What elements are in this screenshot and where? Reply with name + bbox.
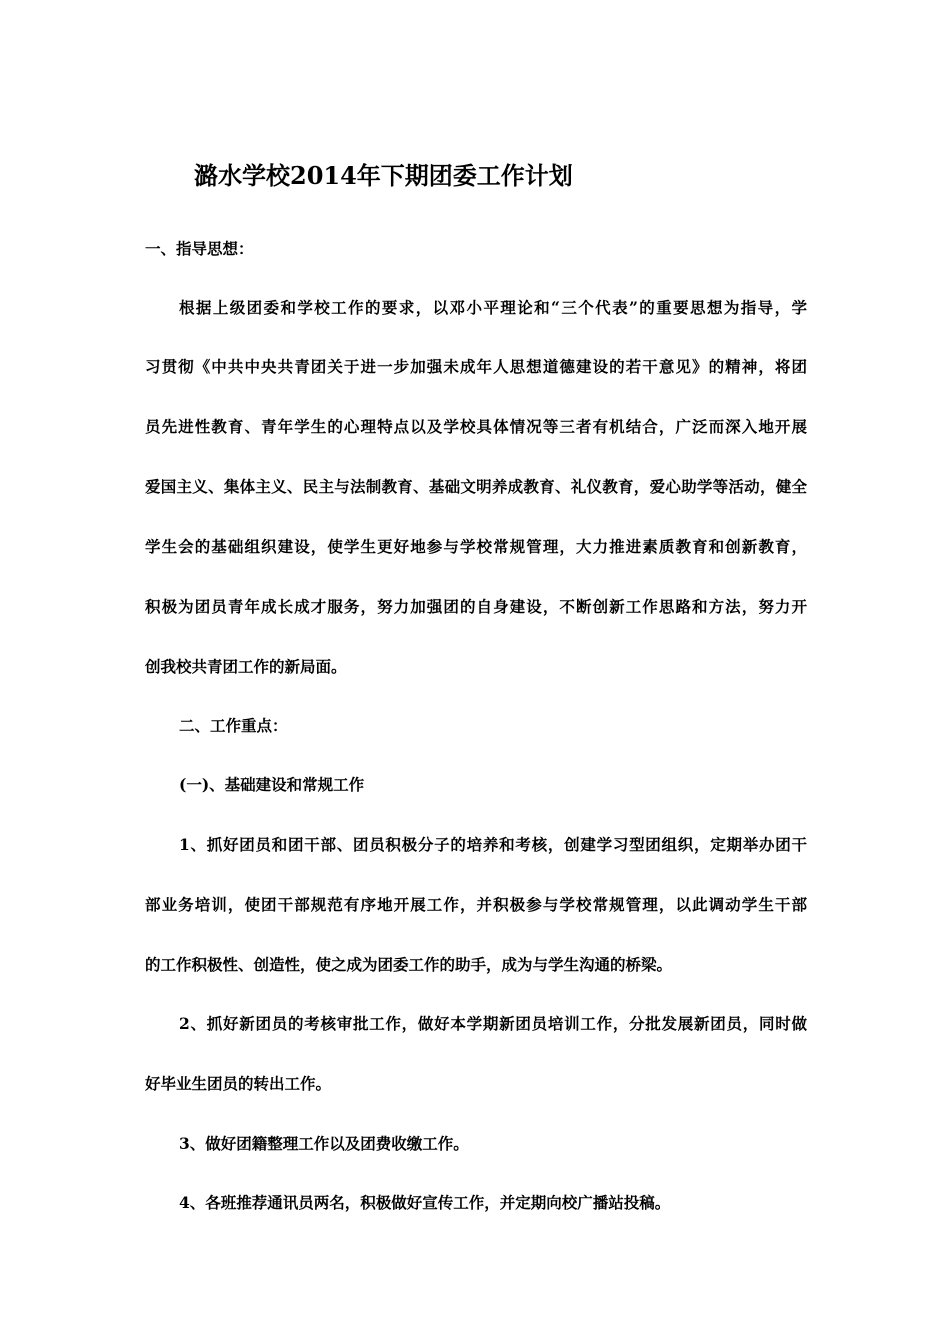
paragraph-line: 习贯彻《中共中央共青团关于进一步加强未成年人思想道德建设的若干意见》的精神，将团 xyxy=(145,357,807,376)
list-item-line: 部业务培训，使团干部规范有序地开展工作，并积极参与学校常规管理，以此调动学生干部 xyxy=(145,895,807,914)
list-item-line: 1、抓好团员和团干部、团员积极分子的培养和考核，创建学习型团组织，定期举办团干 xyxy=(179,835,807,854)
paragraph-line: 学生会的基础组织建设，使学生更好地参与学校常规管理，大力推进素质教育和创新教育， xyxy=(145,537,807,556)
section-heading-work-focus: 二、工作重点： xyxy=(179,716,288,735)
list-item-line: 好毕业生团员的转出工作。 xyxy=(145,1074,332,1093)
paragraph-line: 根据上级团委和学校工作的要求，以邓小平理论和“三个代表”的重要思想为指导，学 xyxy=(179,298,807,317)
list-item-line: 3、做好团籍整理工作以及团费收缴工作。 xyxy=(179,1134,469,1153)
list-item-line: 的工作积极性、创造性，使之成为团委工作的助手，成为与学生沟通的桥梁。 xyxy=(145,955,673,974)
list-item-line: 2、抓好新团员的考核审批工作，做好本学期新团员培训工作，分批发展新团员，同时做 xyxy=(179,1014,807,1033)
paragraph-line: 员先进性教育、青年学生的心理特点以及学校具体情况等三者有机结合，广泛而深入地开展 xyxy=(145,417,807,436)
document-title: 潞水学校2014年下期团委工作计划 xyxy=(194,161,573,190)
paragraph-line: 积极为团员青年成长成才服务，努力加强团的自身建设，不断创新工作思路和方法，努力开 xyxy=(145,597,807,616)
section-heading-guiding-thought: 一、指导思想： xyxy=(145,239,254,258)
paragraph-line: 创我校共青团工作的新局面。 xyxy=(145,657,347,676)
subsection-heading-basic-construction: (一)、基础建设和常规工作 xyxy=(179,775,365,794)
paragraph-line: 爱国主义、集体主义、民主与法制教育、基础文明养成教育、礼仪教育，爱心助学等活动，健全 xyxy=(145,477,807,496)
list-item-line: 4、各班推荐通讯员两名，积极做好宣传工作，并定期向校广播站投稿。 xyxy=(179,1193,671,1212)
